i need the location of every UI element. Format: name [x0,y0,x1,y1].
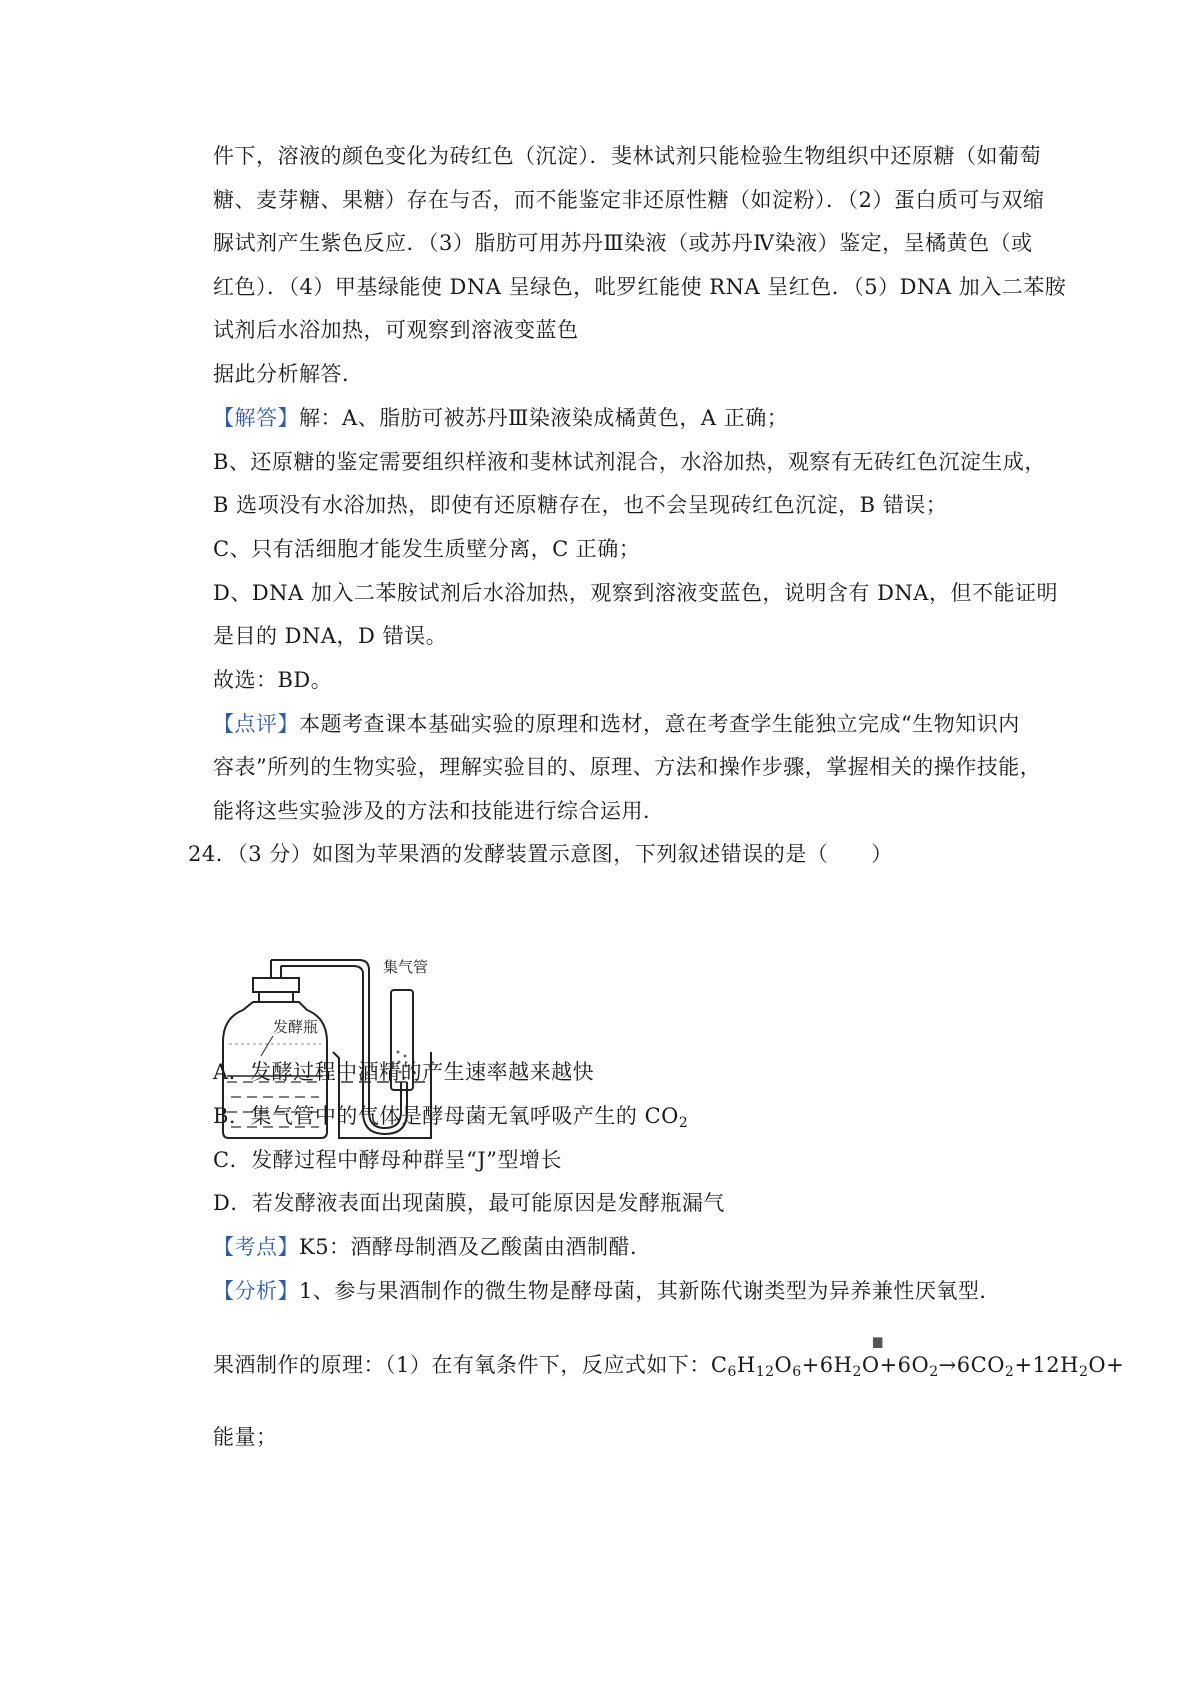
comment-tag: 【点评】 [213,712,299,736]
kaodian-line [213,1232,1033,1262]
comment-line-2: 容表”所列的生物实验，理解实验目的、原理、方法和操作步骤，掌握相关的操作技能， [213,755,1042,779]
kaodian-text: K5：酒酵母制酒及乙酸菌由酒制醋． [299,1235,652,1259]
prev-line-6: 据此分析解答． [213,362,364,386]
answer-text-1: 解：A、脂肪可被苏丹Ⅲ染液染成橘黄色，A 正确； [299,406,789,430]
question-24-stem: 24．（3 分）如图为苹果酒的发酵装置示意图，下列叙述错误的是（ ） [188,842,893,866]
option-b-text: B．集气管中的气体是酵母菌无氧呼吸产生的 CO [213,1104,679,1128]
option-b-subscript: 2 [678,1115,689,1131]
option-b [213,1101,1033,1131]
answer-line-4: C、只有活细胞才能发生质壁分离，C 正确； [213,537,641,561]
fenxi-tag: 【分析】 [213,1279,299,1303]
answer-line-5: D、DNA 加入二苯胺试剂后水浴加热，观察到溶液变蓝色，说明含有 DNA，但不能证明 [213,581,1058,605]
option-d: D．若发酵液表面出现菌膜，最可能原因是发酵瓶漏气 [213,1191,725,1215]
option-c: C．发酵过程中酵母种群呈“J”型增长 [213,1148,562,1172]
comment-line-3: 能将这些实验涉及的方法和技能进行综合运用． [213,799,665,823]
enzyme-icon: ▆ [873,1334,883,1348]
prev-line-1: 件下，溶液的颜色变化为砖红色（沉淀）．斐林试剂只能检验生物组织中还原糖（如葡萄 [213,144,1041,168]
comment-text-1: 本题考查课本基础实验的原理和选材，意在考查学生能独立完成“生物知识内 [299,712,1020,736]
prev-line-2: 糖、麦芽糖、果糖）存在与否，而不能鉴定非还原性糖（如淀粉）．（2）蛋白质可与双缩 [213,188,1045,212]
label-gas-tube: 集气管 [383,958,429,976]
fenxi-text: 1、参与果酒制作的微生物是酵母菌，其新陈代谢类型为异养兼性厌氧型． [299,1279,1001,1303]
answer-line-1 [213,403,1033,433]
answer-line-7: 故选：BD。 [213,668,333,692]
energy-line: 能量； [213,1425,278,1449]
answer-line-6: 是目的 DNA，D 错误。 [213,624,448,648]
answer-line-3: B 选项没有水浴加热，即使有还原糖存在，也不会呈现砖红色沉淀，B 错误； [213,493,948,517]
comment-line-1 [213,709,1033,739]
prev-line-5: 试剂后水浴加热，可观察到溶液变蓝色 [213,318,579,342]
prev-line-3: 脲试剂产生紫色反应．（3）脂肪可用苏丹Ⅲ染液（或苏丹Ⅳ染液）鉴定，呈橘黄色（或 [213,231,1033,255]
answer-tag: 【解答】 [213,406,299,430]
principle-equation-line: 果酒制作的原理：（1）在有氧条件下，反应式如下：$C_6H_{12}O_6+6H_2O+6O_2\to 6CO_2+12H_2O+$ [213,1353,1125,1380]
bottle-stopper [253,978,299,992]
answer-line-2: B、还原糖的鉴定需要组织样液和斐林试剂混合，水浴加热，观察有无砖红色沉淀生成， [213,450,1046,474]
fenxi-line [213,1276,1033,1306]
option-a: A．发酵过程中酒精的产生速率越来越快 [213,1060,595,1084]
label-bottle: 发酵瓶 [273,1018,319,1036]
kaodian-tag: 【考点】 [213,1235,299,1259]
prev-line-4: 红色）．（4）甲基绿能使 DNA 呈绿色，吡罗红能使 RNA 呈红色．（5）DNA 加入二苯胺 [213,275,1067,299]
